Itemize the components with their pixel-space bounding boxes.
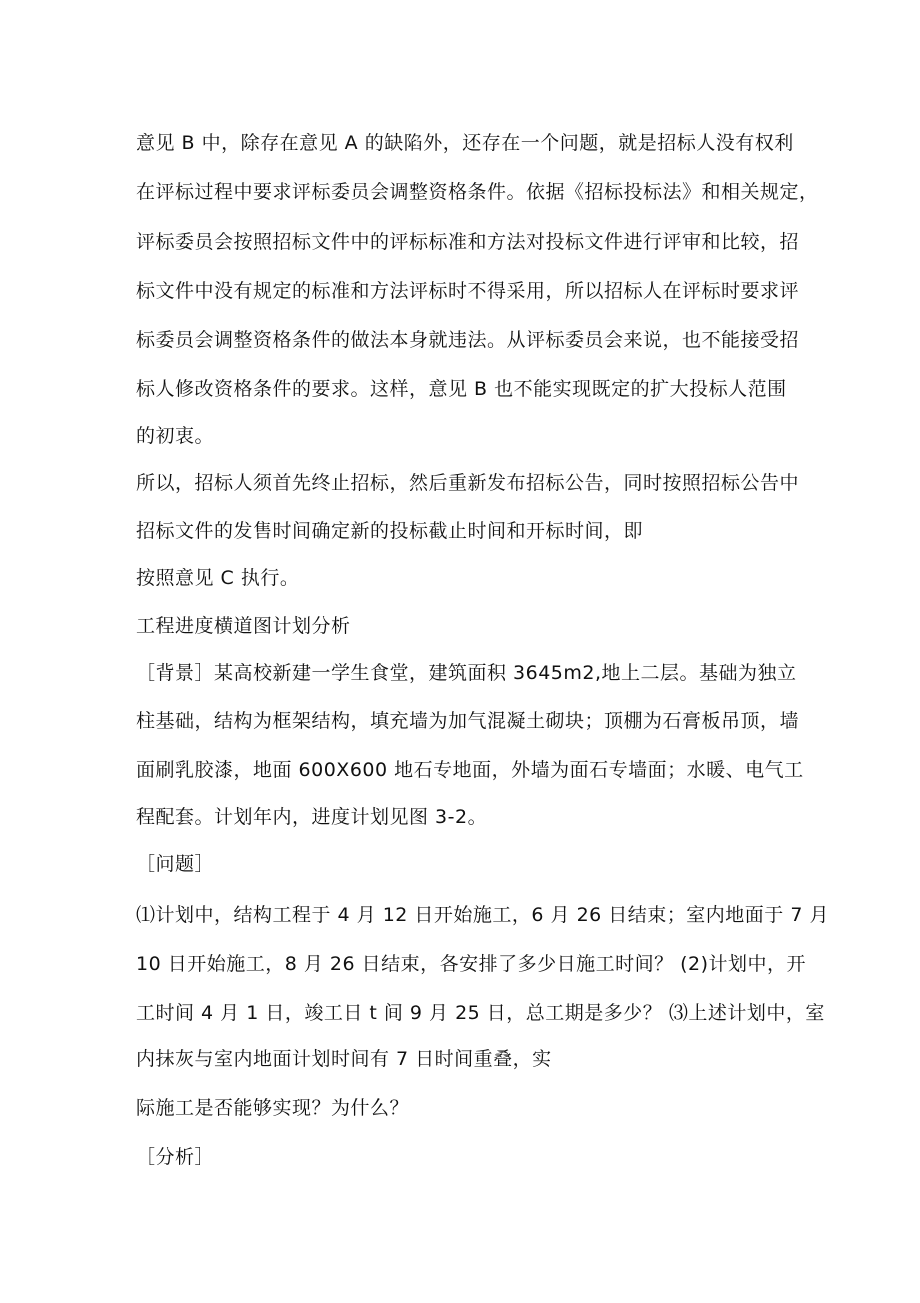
text-line: 评标委员会按照招标文件中的评标标准和方法对投标文件进行评审和比较，招: [136, 231, 800, 253]
text-line: 的初衷。: [136, 425, 215, 447]
text-line: 招标文件的发售时间确定新的投标截止时间和开标时间，即: [136, 520, 644, 542]
text-line: ［背景］某高校新建一学生食堂，建筑面积 3645m2,地上二层。基础为独立: [136, 662, 797, 684]
text-line: 工时间 4 月 1 日，竣工日 t 间 9 月 25 日，总工期是多少？ ⑶上述计划中，室: [136, 1002, 825, 1024]
text-line: 标委员会调整资格条件的做法本身就违法。从评标委员会来说，也不能接受招: [136, 329, 800, 351]
subheading-questions: ［问题］: [136, 853, 215, 875]
text-line: 内抹灰与室内地面计划时间有 7 日时间重叠，实: [136, 1048, 552, 1070]
text-line: 面刷乳胶漆，地面 600X600 地石专地面，外墙为面石专墙面；水暖、电气工: [136, 759, 804, 781]
text-line: 标人修改资格条件的要求。这样，意见 B 也不能实现既定的扩大投标人范围: [136, 378, 787, 400]
text-line: 按照意见 C 执行。: [136, 567, 300, 589]
section-heading: 工程进度横道图计划分析: [136, 615, 351, 637]
text-line: 程配套。计划年内，进度计划见图 3-2。: [136, 806, 488, 828]
text-line: 际施工是否能够实现？为什么？: [136, 1097, 410, 1119]
text-line: 标文件中没有规定的标准和方法评标时不得采用，所以招标人在评标时要求评: [136, 280, 800, 302]
subheading-analysis: ［分析］: [136, 1146, 215, 1168]
text-line: 意见 B 中，除存在意见 A 的缺陷外，还存在一个问题，就是招标人没有权利: [136, 132, 794, 154]
text-line: ⑴计划中，结构工程于 4 月 12 日开始施工，6 月 26 日结束；室内地面于 7 月: [136, 904, 829, 926]
text-line: 在评标过程中要求评标委员会调整资格条件。依据《招标投标法》和相关规定，: [136, 181, 819, 203]
text-line: 柱基础，结构为框架结构，填充墙为加气混凝土砌块；顶棚为石膏板吊顶，墙: [136, 710, 800, 732]
text-line: 所以，招标人须首先终止招标，然后重新发布招标公告，同时按照招标公告中: [136, 472, 800, 494]
text-line: 10 日开始施工，8 月 26 日结束，各安排了多少日施工时间？ (2)计划中，开: [136, 953, 807, 975]
